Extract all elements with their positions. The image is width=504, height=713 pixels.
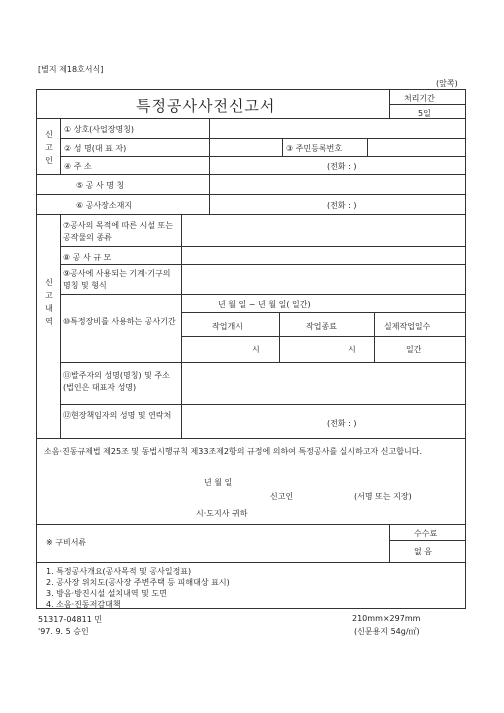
actual-days-header: 실제작업일수 xyxy=(384,322,431,331)
construction-period-label: ⑩특정장비를 사용하는 공사기간 xyxy=(63,317,176,326)
orderer-label: ⑪발주자의 성명(명칭) 및 주소(법인은 대표자 성명) xyxy=(63,371,170,392)
site-manager-phone: (전화 : ) xyxy=(327,419,357,428)
representative-name-label: ② 성 명(대 표 자) xyxy=(64,144,127,153)
reporter-side-label: 신고인 xyxy=(45,130,53,165)
construction-scale-label: ⑧ 공 사 규 모 xyxy=(63,253,112,262)
construction-site-label: ⑥ 공사장소재지 xyxy=(76,201,133,210)
required-documents-label: ※ 구비서류 xyxy=(46,538,87,547)
form-frame xyxy=(36,89,466,609)
paper-type: (신문용지 54g/㎡) xyxy=(354,627,420,636)
work-end-header: 작업종료 xyxy=(306,322,337,331)
facility-type-label: ⑦공사의 목적에 따른 시설 또는 공작물의 종류 xyxy=(63,221,174,242)
construction-period-range: 년 월 일 ~ 년 월 일( 일간) xyxy=(218,300,311,309)
work-start-hour: 시 xyxy=(252,345,260,354)
approval-date: '97. 9. 5 승인 xyxy=(38,627,89,636)
company-name-label: ① 상호(사업장명칭) xyxy=(64,125,135,134)
processing-period-label: 처리기간 xyxy=(404,94,435,103)
site-manager-label: ⑫현장책임자의 성명 및 연락처 xyxy=(63,411,172,420)
recipient: 시·도지사 귀하 xyxy=(196,509,248,518)
construction-site-phone: (전화 : ) xyxy=(327,201,357,210)
work-end-hour: 시 xyxy=(348,345,356,354)
document-item: 2. 공사장 위치도(공사장 주변주택 등 피해대상 표시) xyxy=(46,578,230,587)
document-item: 4. 소음·진동저감대책 xyxy=(46,600,121,609)
machinery-label: ⑨공사에 사용되는 기계·기구의 명칭 및 형식 xyxy=(63,269,171,290)
address-phone: (전화 : ) xyxy=(327,162,357,171)
details-side-label: 신고내역 xyxy=(45,278,53,326)
address-label: ④ 주 소 xyxy=(64,162,92,171)
resident-number-label: ③ 주민등록번호 xyxy=(286,144,343,153)
declaration-date: 년 월 일 xyxy=(204,478,233,487)
document-item: 3. 방음·방진시설 설치내역 및 도면 xyxy=(46,589,167,598)
form-title: 특정공사사전신고서 xyxy=(136,97,276,115)
actual-days-unit: 일간 xyxy=(406,345,422,354)
form-number: [별지 제18호서식] xyxy=(38,65,104,74)
fee-value: 없 음 xyxy=(414,547,432,556)
fee-label: 수수료 xyxy=(414,529,438,538)
work-start-header: 작업개시 xyxy=(212,322,243,331)
document-item: 1. 특정공사개요(공사목적 및 공사일정표) xyxy=(46,567,192,576)
declaration-text: 소음·진동규제법 제25조 및 동법시행규칙 제33조제2항의 규정에 의하여 특정공사를 실시하고자 신고합니다. xyxy=(44,447,422,456)
paper-size: 210mm×297mm xyxy=(352,614,421,623)
processing-period-value: 5일 xyxy=(418,109,431,118)
construction-name-label: ⑤ 공 사 명 칭 xyxy=(76,181,125,190)
front-side-label: (앞쪽) xyxy=(436,79,458,88)
form-code: 51317-04811 민 xyxy=(38,615,103,624)
signature-note: (서명 또는 지장) xyxy=(354,492,412,501)
reporter-sign-label: 신고인 xyxy=(270,492,294,501)
